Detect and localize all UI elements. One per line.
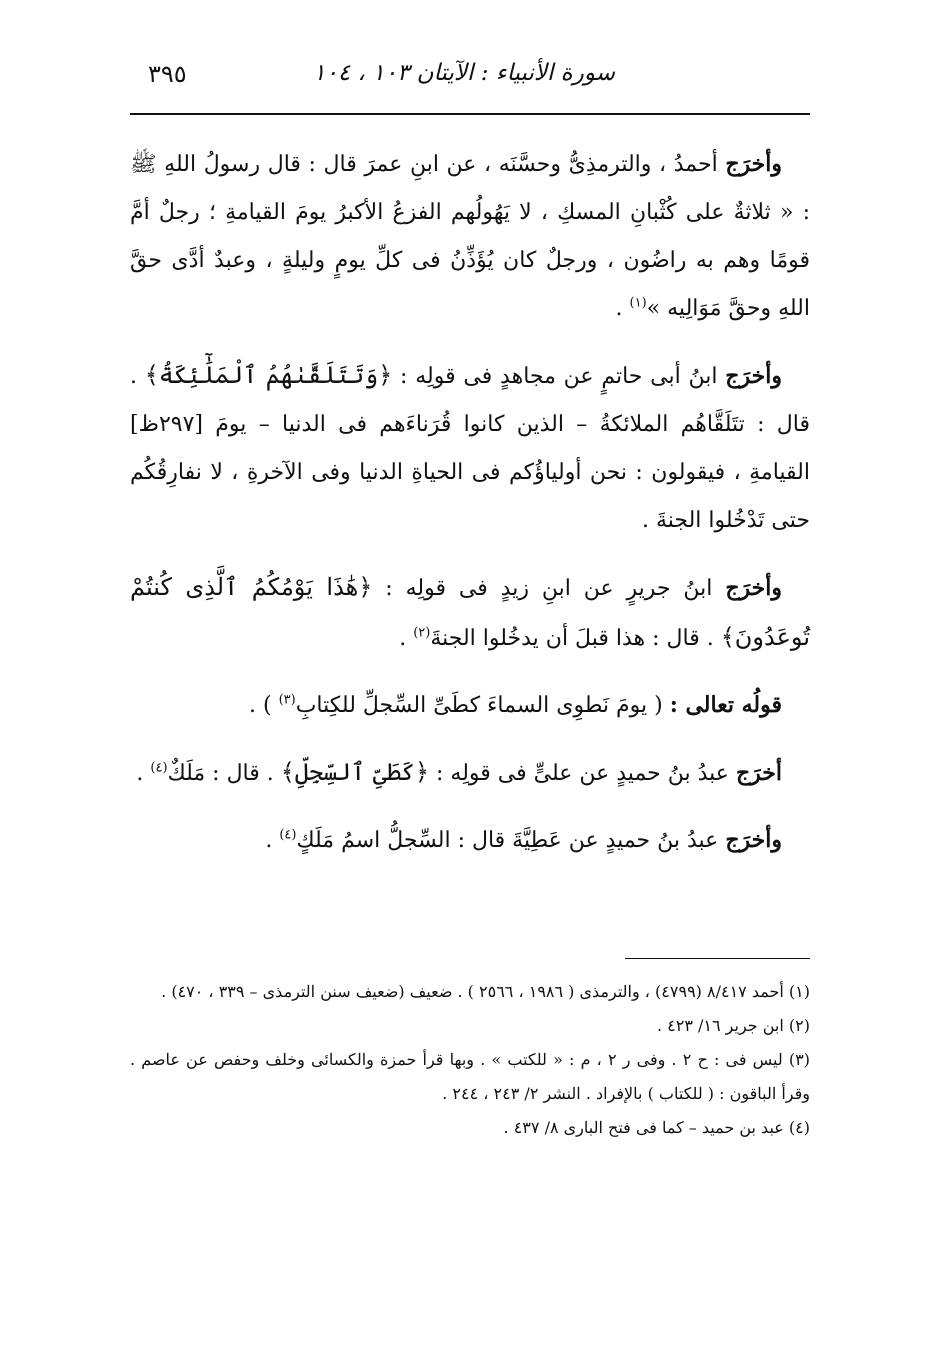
paragraph-text: أحمدُ ، والترمذِىُّ وحسَّنَه ، عن ابنِ عمرَ قال : قال رسولُ اللهِ ﷺ : « ثلاثةٌ على كُثْبانِ المسكِ ، لا يَهُولُهم الفزعُ الأكبرُ يومَ القيامةِ ؛ رجلٌ أمَّ قومًا وهم به راضُون ، ورجلٌ كان يُؤَذِّنُ فى كلِّ يومٍ وليلةٍ ، وعبدٌ أدَّى حقَّ اللهِ وحقَّ مَوَالِيه »: [130, 152, 810, 321]
verse-heading: قولُه تعالى :: [669, 692, 782, 718]
paragraph-lead: وأخرَج: [725, 575, 783, 601]
paragraph-lead: وأخرَج: [725, 827, 782, 853]
paragraph-end: .: [615, 296, 630, 321]
paragraph-3: [130, 563, 810, 663]
paragraph-text: ابنُ جريرٍ عن ابنِ زيدٍ فى قولِه :: [372, 576, 726, 601]
footnote-marker: (٣): [278, 692, 296, 708]
footnote-marker: (٤): [279, 827, 297, 843]
paragraph-text: . قال : تتَلَقَّاهُم الملائكةُ – الذين كانوا قُرَناءَهم فى الدنيا – يومَ [٢٩٧ظ] القيامةِ ، فيقولون : نحن أولياؤُكم فى الحياةِ الدنيا وفى الآخرةِ ، لا نفارِقُكُم حتى تَدْخُلوا الجنةَ .: [130, 364, 810, 533]
paragraph-2: [130, 351, 810, 545]
main-text: [130, 140, 810, 883]
footnotes: [130, 975, 810, 1145]
footnote-2: (٢) ابن جرير ١٦/ ٤٢٣ .: [656, 1016, 810, 1035]
quran-verse: ﴿وَتَتَلَقَّىٰهُمُ ٱلْمَلَٰٓئِكَةُ﴾: [144, 361, 393, 389]
quran-verse: ﴿كَطَىِّ ٱلسِّجِلِّ﴾: [280, 758, 430, 786]
paragraph-text: . قال : هذا قبلَ أن يدخُلوا الجنةَ: [430, 626, 721, 651]
paragraph-6: [130, 816, 810, 865]
paragraph-lead: أخرَج: [735, 760, 782, 786]
paragraph-1: [130, 140, 810, 333]
paragraph-4: [130, 681, 810, 730]
footnote-4: (٤) عبد بن حميد – كما فى فتح البارى ٨/ ٤٣٧ .: [503, 1118, 810, 1137]
quran-verse: ﴿هَٰذَا يَوْمُكُمُ ٱلَّذِى كُنتُمْ تُوعَدُونَ﴾: [130, 573, 810, 651]
paragraph-text: . قال : مَلَكٌ: [167, 761, 281, 786]
paragraph-end: .: [399, 626, 414, 651]
paragraph-5: [130, 748, 810, 798]
footnote-1: (١) أحمد ٨/٤١٧ (٤٧٩٩) ، والترمذى ( ١٩٨٦ ، ٢٥٦٦ ) . ضعيف (ضعيف سنن الترمذى – ٣٣٩ ، ٤٧٠) .: [161, 982, 810, 1001]
paragraph-text: ابنُ أبى حاتمٍ عن مجاهدٍ فى قولِه :: [392, 364, 726, 389]
footnote-marker: (١): [629, 295, 647, 311]
page-number: ٣٩٥: [148, 60, 187, 88]
running-title: سورة الأنبياء : الآيتان ١٠٣ ، ١٠٤: [313, 60, 615, 86]
footnote-marker: (٤): [150, 760, 168, 776]
footnote-marker: (٢): [413, 625, 431, 641]
footnote-3: (٣) ليس فى : ح ٢ . وفى ر ٢ ، م : « للكتب » . وبها قرأ حمزة والكسائى وخلف وحفص عن عاصم . وقرأ الباقون : ( للكتاب ) بالإفراد . النشر ٢/ ٢٤٣ ، ٢٤٤ .: [130, 1050, 810, 1103]
paragraph-end: ) .: [249, 693, 279, 718]
page-header: [130, 56, 810, 96]
header-rule: [130, 113, 810, 115]
paragraph-text: عبدُ بنُ حميدٍ عن عَطِيَّةَ قال : السِّجلُّ اسمُ مَلَكٍ: [296, 828, 726, 853]
paragraph-end: .: [136, 761, 151, 786]
paragraph-text: عبدُ بنُ حميدٍ عن علىٍّ فى قولِه :: [429, 761, 736, 786]
paragraph-text: ( يومَ نَطوِى السماءَ كطَىِّ السِّجلِّ للكِتابِ: [295, 693, 670, 718]
paragraph-lead: وأخرَج: [725, 151, 782, 177]
paragraph-lead: وأخرَج: [725, 363, 782, 389]
footnote-rule: [625, 958, 810, 959]
paragraph-end: .: [265, 828, 280, 853]
